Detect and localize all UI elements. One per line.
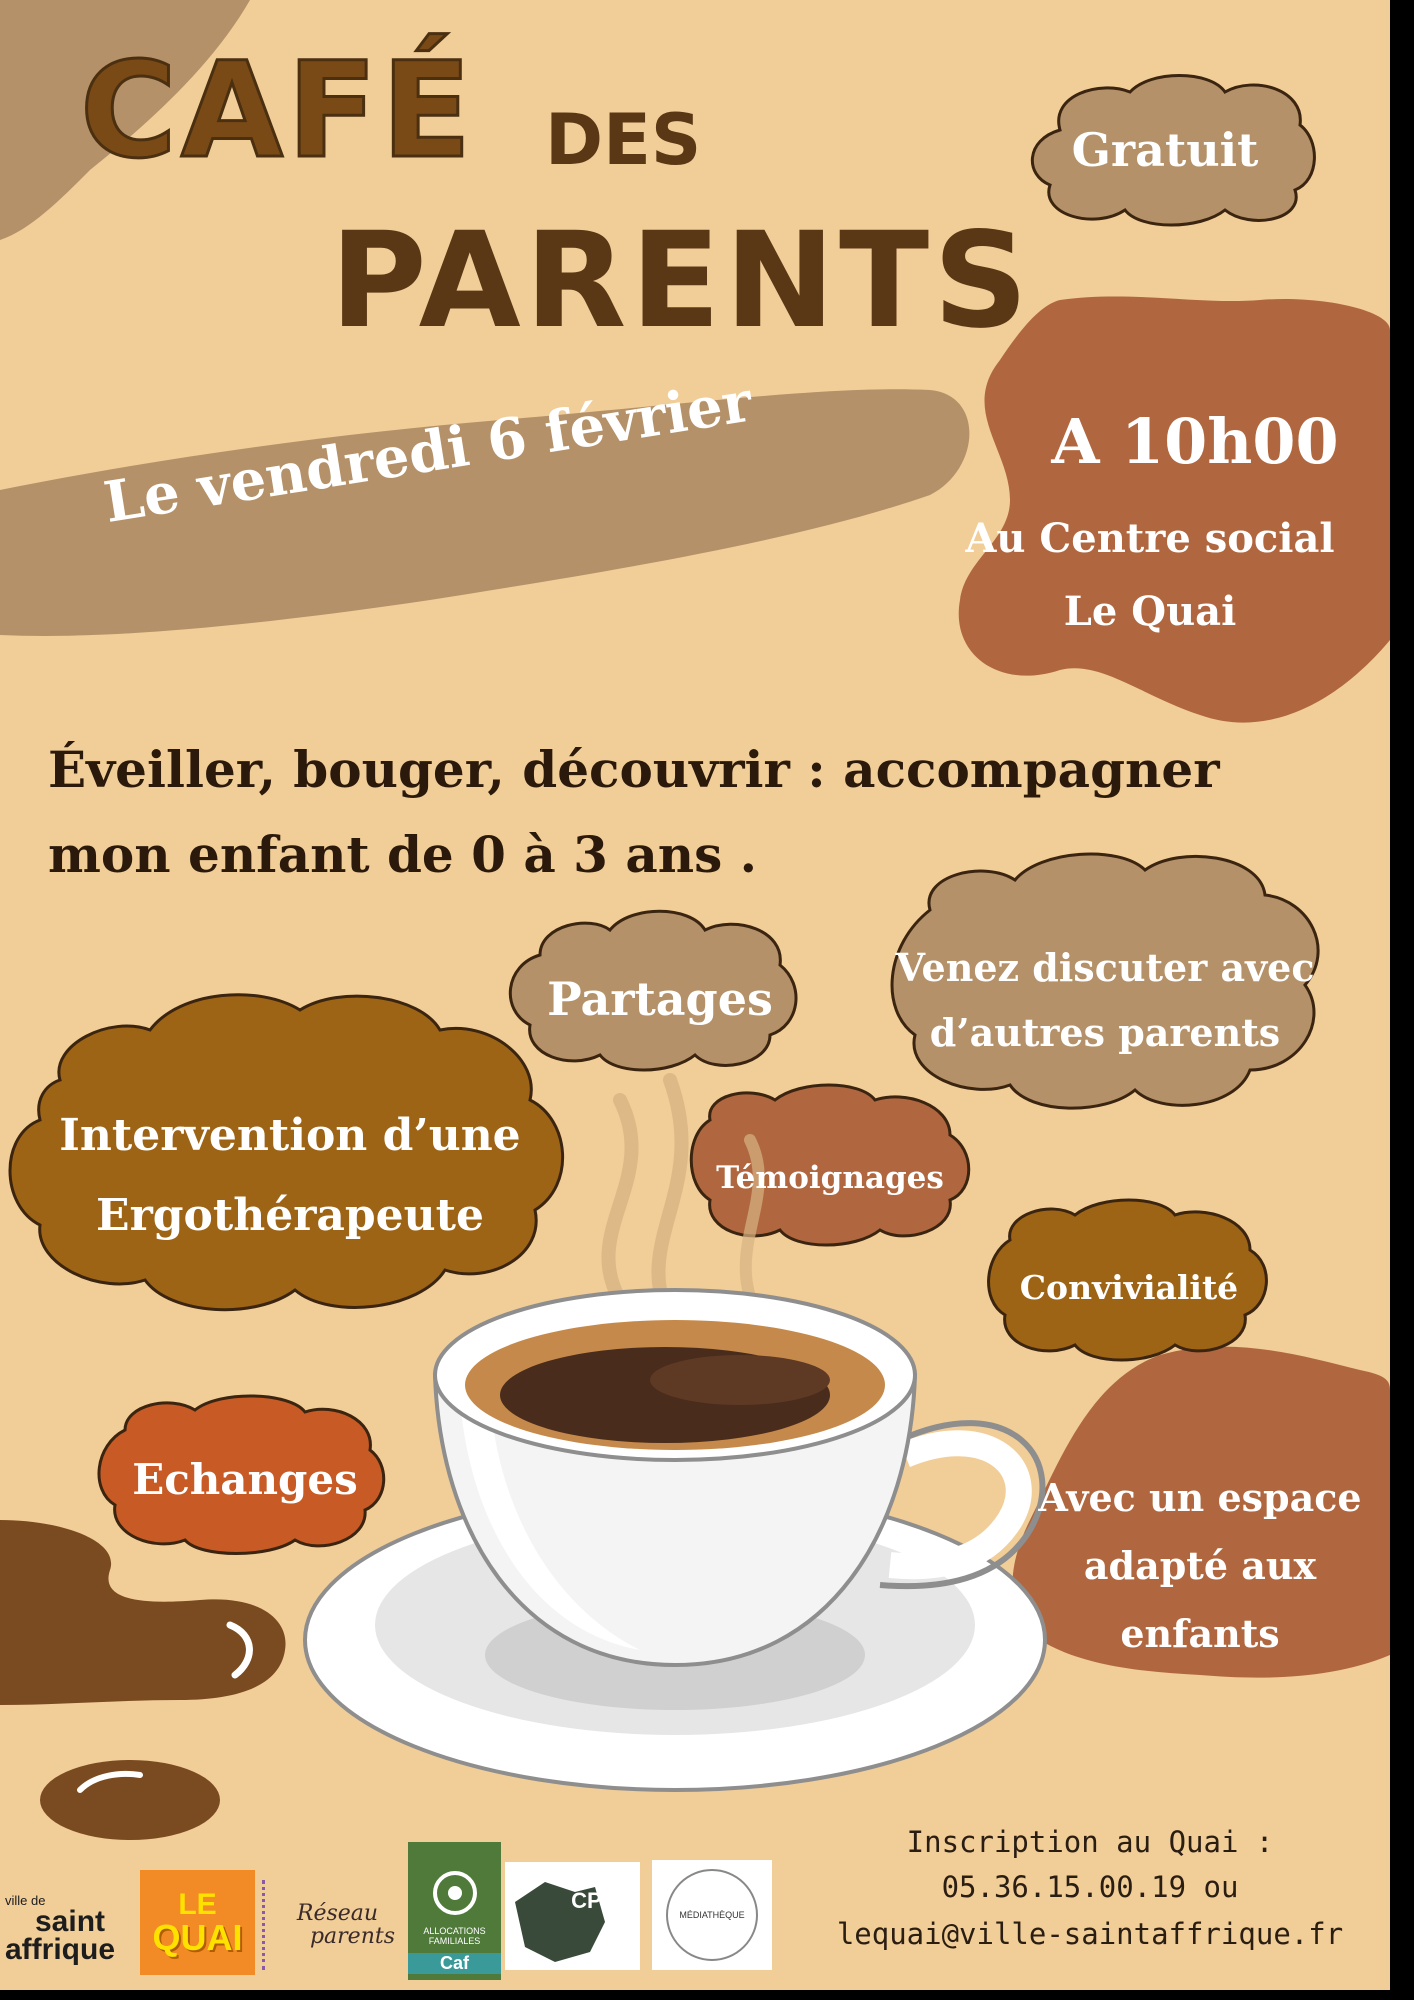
- caf-top-label: ALLOCATIONS FAMILIALES: [423, 1926, 486, 1947]
- reseau-line1: Réseau: [296, 1900, 379, 1926]
- cpts-label: CPTS: [571, 1888, 630, 1913]
- temoignages-label: Témoignages: [716, 1160, 944, 1196]
- caf-emblem-icon: [420, 1866, 490, 1921]
- event-location: Au Centre social: [965, 515, 1335, 562]
- reseau-line2: parents: [309, 1924, 396, 1949]
- espace-label-line3: enfants: [1120, 1611, 1280, 1656]
- reseau-parents-logo: [262, 1880, 410, 1970]
- discuter-label-line2: d’autres parents: [929, 1010, 1281, 1055]
- mediatheque-logo: [652, 1860, 772, 1970]
- caf-bottom-label: Caf: [408, 1953, 501, 1974]
- contact-phone: 05.36.15.00.19 ou: [941, 1870, 1239, 1904]
- intervention-label-line2: Ergothérapeute: [96, 1190, 484, 1241]
- subtitle-line2: mon enfant de 0 à 3 ans .: [48, 825, 758, 884]
- title-des: DES: [545, 99, 702, 181]
- saint-affrique-line1: saint: [35, 1904, 106, 1938]
- event-time: A 10h00: [1051, 405, 1339, 478]
- caf-logo: [408, 1842, 501, 1980]
- partages-label: Partages: [547, 972, 773, 1026]
- intervention-label-line1: Intervention d’une: [59, 1110, 521, 1161]
- cpts-map-icon: [505, 1862, 640, 1970]
- subtitle-line1: Éveiller, bouger, découvrir : accompagner: [48, 740, 1220, 799]
- mediatheque-label: MÉDIATHÈQUE: [666, 1869, 758, 1961]
- contact-email: lequai@ville-saintaffrique.fr: [836, 1917, 1344, 1951]
- saint-affrique-logo: [5, 1890, 130, 1970]
- espace-label-line1: Avec un espace: [1038, 1475, 1362, 1520]
- echanges-label: Echanges: [132, 1455, 358, 1504]
- convivialite-label: Convivialité: [1019, 1268, 1239, 1307]
- contact-line1: Inscription au Quai :: [906, 1825, 1274, 1859]
- cpts-logo: [505, 1862, 640, 1970]
- event-location-detail: Le Quai: [1063, 588, 1237, 635]
- saint-affrique-small: ville de: [5, 1893, 46, 1909]
- le-quai-line2: QUAI: [152, 1916, 243, 1958]
- title-parents: PARENTS: [330, 204, 1033, 358]
- gratuit-label: Gratuit: [1071, 123, 1259, 177]
- espace-label-line2: adapté aux: [1083, 1543, 1317, 1588]
- title-cafe: CAFÉ: [80, 34, 476, 188]
- le-quai-logo: [140, 1870, 255, 1975]
- le-quai-line1: LE: [178, 1887, 217, 1921]
- saint-affrique-line2: affrique: [5, 1933, 116, 1967]
- event-date: Le vendredi 6 février: [99, 368, 757, 536]
- discuter-label-line1: Venez discuter avec: [895, 945, 1315, 990]
- coffee-cup-illustration: [305, 1290, 1045, 1790]
